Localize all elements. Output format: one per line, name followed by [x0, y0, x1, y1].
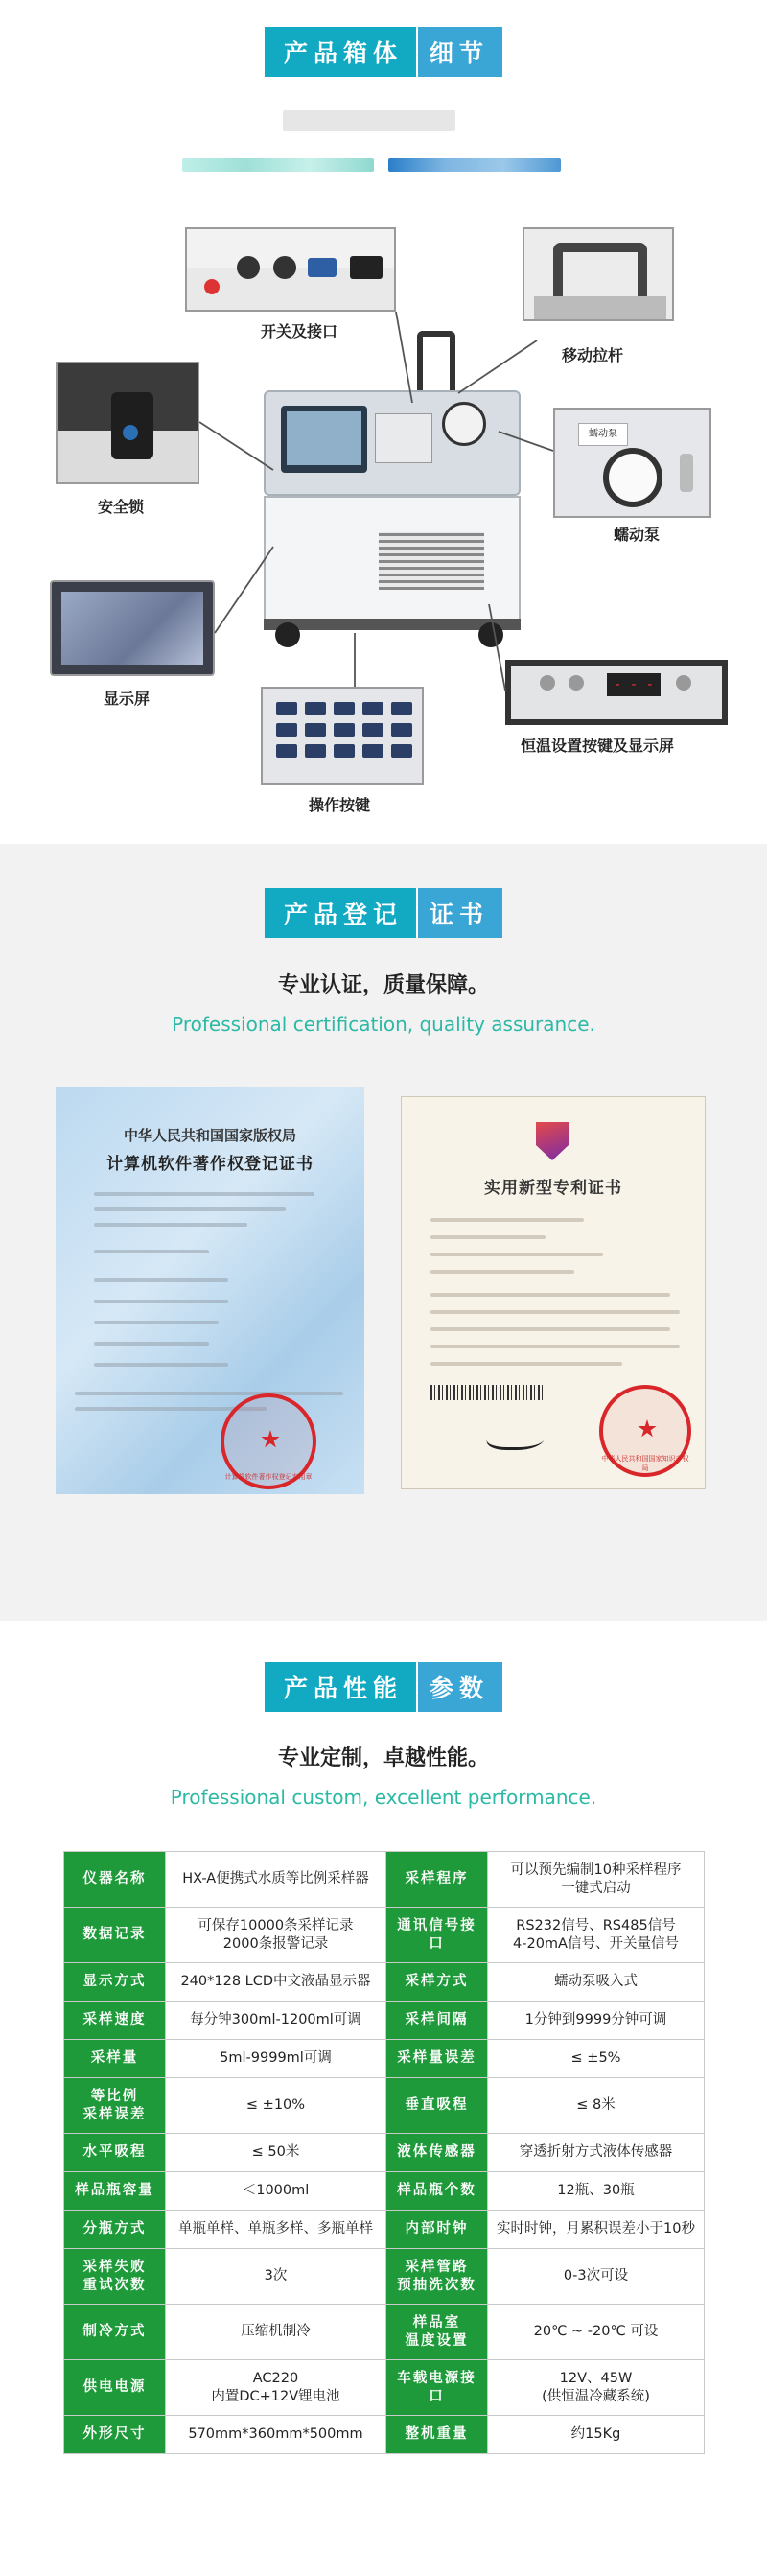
certs-header	[265, 888, 502, 938]
spec-value-line: 可以预先编制10种采样程序	[510, 1862, 682, 1878]
spec-key-line: 水平吸程	[82, 2144, 147, 2160]
keypad-label: 操作按键	[309, 796, 371, 814]
table-row	[64, 2211, 705, 2249]
software-copyright-certificate	[56, 1087, 364, 1494]
spec-key-line: 分瓶方式	[82, 2221, 147, 2236]
switch-ports-label: 开关及接口	[261, 322, 338, 340]
spec-value-line: 2000条报警记录	[222, 1935, 329, 1952]
performance-cn-tagline: 专业定制，卓越性能。	[277, 1746, 489, 1770]
barcode-icon	[430, 1385, 546, 1400]
spec-key-line: 显示方式	[82, 1974, 147, 1989]
spec-key-line: 采样量	[90, 2050, 139, 2066]
spec-value	[166, 1852, 386, 1908]
table-row	[64, 1963, 705, 2002]
spec-key-line: 内部时钟	[405, 2221, 469, 2236]
spec-value-line: 一键式启动	[561, 1880, 631, 1896]
spec-key-line: 重试次数	[82, 2277, 147, 2293]
spec-key	[386, 2134, 488, 2172]
spec-value	[166, 2249, 386, 2305]
table-row	[64, 2416, 705, 2454]
signature-icon	[483, 1423, 550, 1450]
leader-display	[215, 547, 273, 633]
cert-issuer: 中华人民共和国国家版权局	[123, 1127, 296, 1144]
spec-key	[386, 1908, 488, 1963]
spec-value	[166, 1908, 386, 1963]
pump-label: 蠕动泵	[614, 526, 661, 544]
spec-key	[64, 1908, 166, 1963]
spec-value-line: 蠕动泵吸入式	[554, 1974, 638, 1989]
spec-value	[488, 2040, 705, 2078]
performance-header-right: 参数	[416, 1662, 502, 1712]
spec-value-line: 240*128 LCD中文液晶显示器	[180, 1974, 371, 1989]
spec-key-line: 制冷方式	[82, 2324, 147, 2339]
leader-handle	[458, 340, 537, 393]
leader-switch	[396, 312, 412, 403]
spec-key	[386, 2305, 488, 2360]
spec-value	[166, 2305, 386, 2360]
table-row	[64, 2360, 705, 2416]
spec-key-line: 整机重量	[405, 2426, 469, 2442]
spec-key-line: 采样程序	[405, 1871, 469, 1886]
thermostat-image: - - -	[505, 660, 728, 725]
spec-key-line: 供电电源	[82, 2379, 147, 2395]
spec-value	[488, 1963, 705, 2002]
spec-value-line: RS232信号、RS485信号	[516, 1917, 676, 1933]
spec-key-line: 样品室	[412, 2314, 461, 2330]
spec-value	[166, 2134, 386, 2172]
spec-key	[64, 2360, 166, 2416]
certs-en-tagline: Professional certification, quality assurance.	[172, 1013, 595, 1036]
performance-header	[265, 1662, 502, 1712]
table-row	[64, 2134, 705, 2172]
spec-value	[166, 2360, 386, 2416]
spec-key	[386, 2416, 488, 2454]
spec-key-line: 采样误差	[82, 2106, 147, 2122]
spec-key-line: 液体传感器	[397, 2144, 476, 2160]
spec-value	[488, 1908, 705, 1963]
spec-value	[488, 2211, 705, 2249]
spec-value-line: 3次	[264, 2268, 288, 2283]
spec-value	[488, 2416, 705, 2454]
details-header-right: 细节	[416, 27, 502, 77]
spec-value	[166, 2211, 386, 2249]
spec-key	[64, 2249, 166, 2305]
spec-key	[64, 2211, 166, 2249]
leader-lock	[199, 422, 273, 470]
spec-key-line: 采样量误差	[397, 2050, 476, 2066]
leader-thermo	[489, 604, 505, 691]
spec-value-line: AC220	[252, 2370, 299, 2386]
spec-value	[488, 2002, 705, 2040]
leader-pump	[499, 432, 553, 451]
spec-value-line: 5ml-9999ml可调	[220, 2050, 332, 2066]
spec-key	[386, 1852, 488, 1908]
spec-value-line: ≤ ±10%	[245, 2097, 306, 2113]
spec-key-line: 采样方式	[405, 1974, 469, 1989]
spec-key-line: 仪器名称	[82, 1871, 147, 1886]
spec-key-line: 样品瓶个数	[397, 2183, 476, 2198]
spec-key-line: 温度设置	[405, 2332, 469, 2349]
spec-value-line: 约15Kg	[570, 2426, 621, 2442]
spec-value	[166, 2172, 386, 2211]
pump-plate: 蠕动泵	[578, 423, 628, 446]
spec-value-line: 压缩机制冷	[241, 2324, 311, 2339]
spec-key-line: 数据记录	[82, 1927, 147, 1942]
leader-lines	[0, 0, 767, 844]
table-row	[64, 1852, 705, 1908]
spec-value	[488, 2360, 705, 2416]
spec-value-line: 20℃ ~ -20℃ 可设	[533, 2324, 659, 2339]
spec-key-line: 采样失败	[82, 2259, 147, 2275]
table-row	[64, 2305, 705, 2360]
spec-key	[386, 1963, 488, 2002]
thermostat-label: 恒温设置按键及显示屏	[521, 737, 675, 755]
spec-key	[64, 2078, 166, 2134]
lock-label: 安全锁	[98, 498, 145, 516]
spec-key-line: 采样间隔	[405, 2012, 469, 2027]
spec-key-line: 采样速度	[82, 2012, 147, 2027]
patent-certificate	[401, 1096, 706, 1489]
spec-value-line: HX-A便携式水质等比例采样器	[182, 1871, 369, 1886]
spec-value	[166, 2416, 386, 2454]
table-row	[64, 2040, 705, 2078]
certs-header-right: 证书	[416, 888, 502, 938]
spec-key	[64, 1852, 166, 1908]
spec-key	[64, 2172, 166, 2211]
spec-key	[386, 2172, 488, 2211]
spec-value-line: ＜1000ml	[242, 2183, 310, 2198]
spec-key-line: 垂直吸程	[405, 2097, 469, 2113]
spec-value-line: (供恒温冷藏系统)	[542, 2388, 650, 2404]
spec-value	[488, 2134, 705, 2172]
spec-value-line: ≤ 50米	[251, 2144, 300, 2160]
spec-value-line: 可保存10000条采样记录	[198, 1917, 354, 1933]
spec-key	[386, 2040, 488, 2078]
spec-value	[488, 1852, 705, 1908]
spec-key	[64, 2002, 166, 2040]
spec-key-line: 车载电源接口	[397, 2370, 476, 2404]
spec-value-line: ≤ 8米	[576, 2097, 616, 2113]
spec-value-line: 每分钟300ml-1200ml可调	[190, 2012, 361, 2027]
spec-value	[488, 2305, 705, 2360]
patent-stamp-text: 中华人民共和国国家知识产权局	[601, 1455, 689, 1472]
spec-value-line: 穿透折射方式液体传感器	[519, 2144, 673, 2160]
spec-key-line: 预抽洗次数	[397, 2277, 476, 2293]
details-header-left: 产品箱体	[265, 27, 416, 77]
spec-key	[386, 2211, 488, 2249]
certs-header-left: 产品登记	[265, 888, 416, 938]
table-row	[64, 2172, 705, 2211]
spec-key-line: 采样管路	[405, 2259, 469, 2275]
cert-stamp-text: 计算机软件著作权登记专用章	[224, 1473, 313, 1481]
spec-value	[166, 2002, 386, 2040]
spec-key	[64, 2416, 166, 2454]
spec-value-line: 内置DC+12V锂电池	[211, 2388, 340, 2404]
spec-key	[64, 2134, 166, 2172]
spec-value-line: 实时时钟，月累积误差小于10秒	[497, 2221, 695, 2236]
spec-value	[488, 2249, 705, 2305]
spec-value-line: ≤ ±5%	[570, 2050, 621, 2066]
spec-table	[63, 1851, 705, 2454]
display-label: 显示屏	[104, 690, 151, 708]
table-row	[64, 2002, 705, 2040]
spec-key	[386, 2078, 488, 2134]
spec-key	[386, 2360, 488, 2416]
spec-key-line: 等比例	[90, 2088, 139, 2104]
spec-value-line: 570mm*360mm*500mm	[188, 2426, 363, 2442]
spec-value	[166, 2078, 386, 2134]
spec-value	[488, 2172, 705, 2211]
spec-value-line: 0-3次可设	[563, 2268, 629, 2283]
spec-key	[64, 2305, 166, 2360]
spec-key-line: 外形尺寸	[82, 2426, 147, 2442]
certs-cn-tagline: 专业认证，质量保障。	[277, 973, 489, 997]
patent-logo-icon	[536, 1122, 569, 1160]
spec-key	[64, 2040, 166, 2078]
spec-value-line: 12瓶、30瓶	[557, 2183, 635, 2198]
spec-key-line: 通讯信号接口	[397, 1917, 476, 1952]
spec-value	[166, 1963, 386, 2002]
performance-header-left: 产品性能	[265, 1662, 416, 1712]
spec-key-line: 样品瓶容量	[75, 2183, 154, 2198]
spec-key	[64, 1963, 166, 2002]
table-row	[64, 2249, 705, 2305]
spec-value-line: 单瓶单样、单瓶多样、多瓶单样	[178, 2221, 373, 2236]
table-row	[64, 2078, 705, 2134]
spec-value-line: 12V、45W	[559, 2370, 633, 2386]
spec-value	[488, 2078, 705, 2134]
spec-value	[166, 2040, 386, 2078]
patent-title: 实用新型专利证书	[484, 1179, 622, 1198]
handle-label: 移动拉杆	[562, 346, 624, 364]
spec-value-line: 1分钟到9999分钟可调	[524, 2012, 667, 2027]
spec-key	[386, 2249, 488, 2305]
table-row	[64, 1908, 705, 1963]
spec-key	[386, 2002, 488, 2040]
performance-en-tagline: Professional custom, excellent performance.	[170, 1786, 597, 1809]
spec-value-line: 4-20mA信号、开关量信号	[513, 1935, 679, 1952]
cert-title: 计算机软件著作权登记证书	[106, 1155, 314, 1174]
